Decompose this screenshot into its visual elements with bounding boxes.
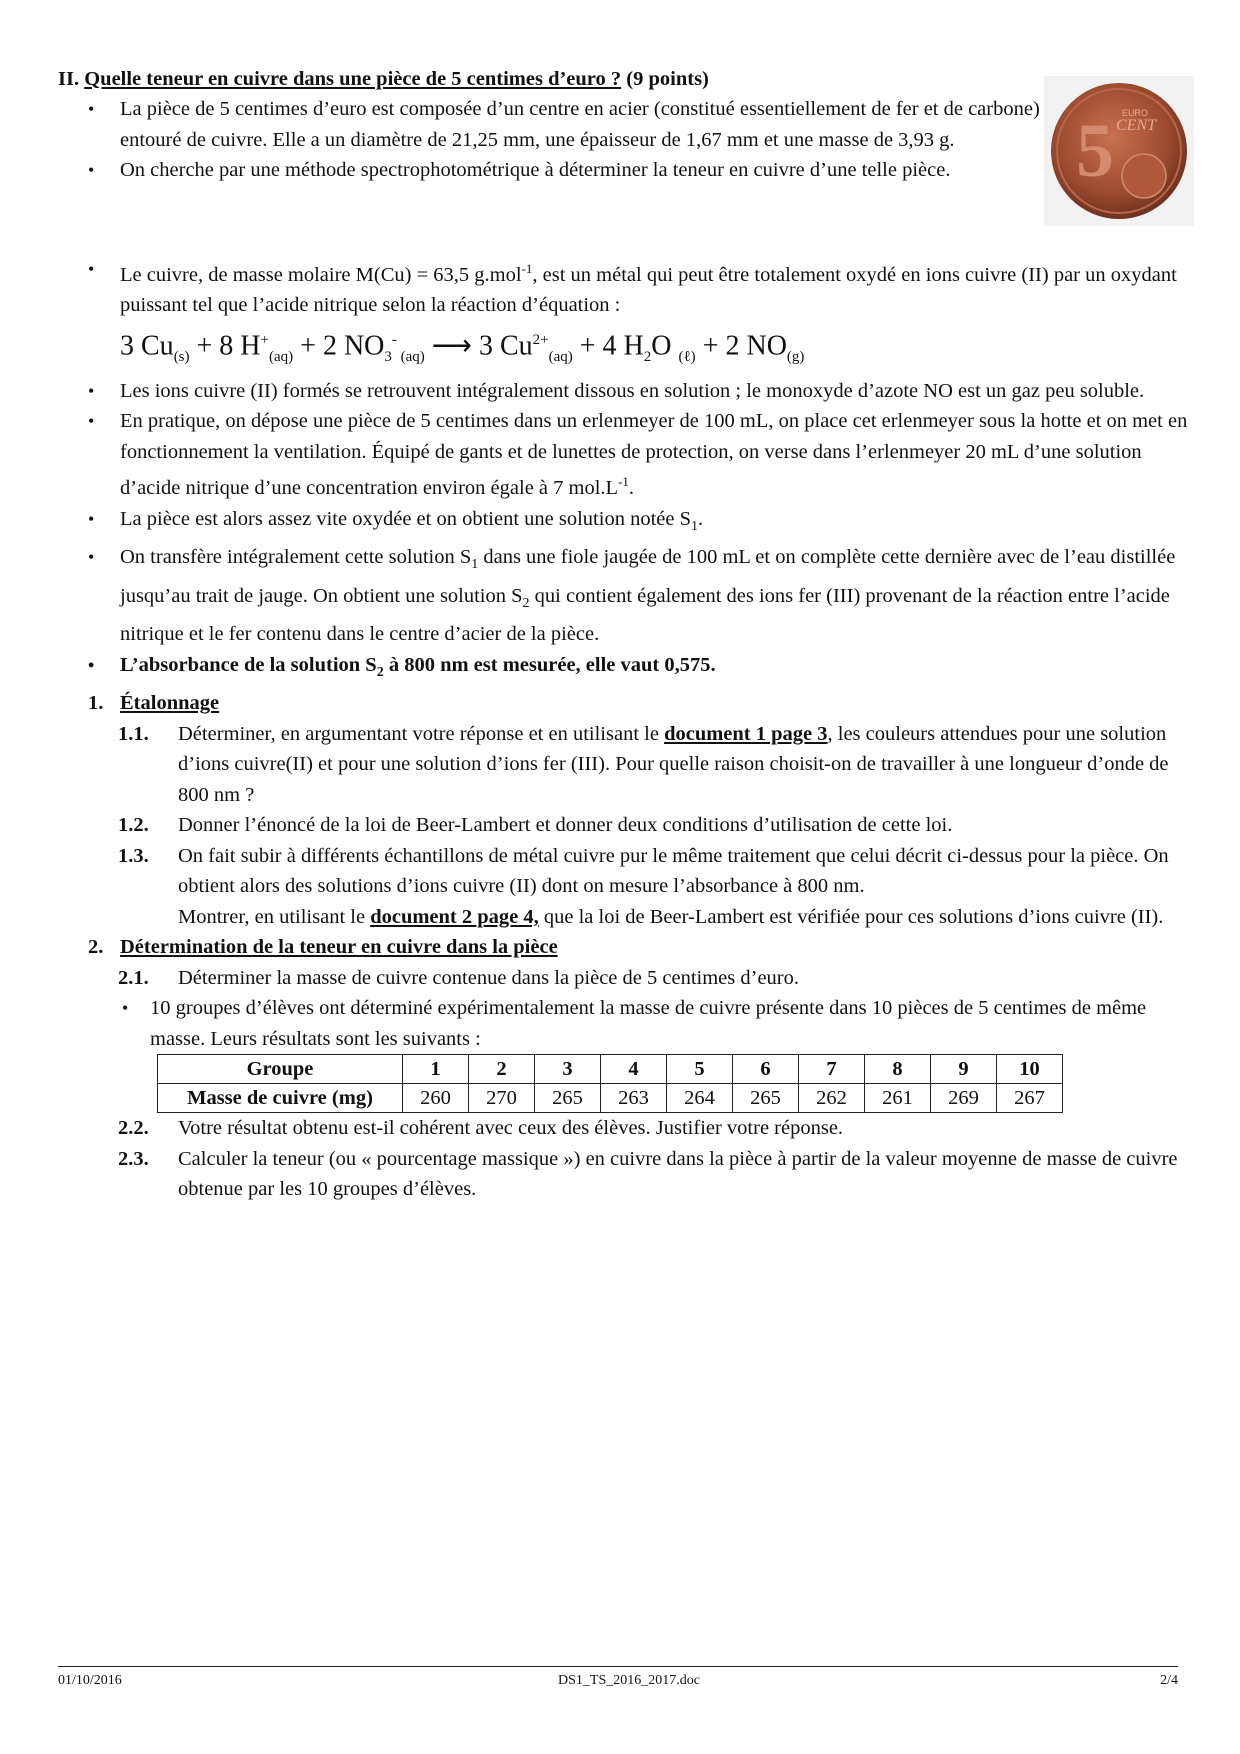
footer-page-number: 2/4 (1160, 1673, 1178, 1688)
svg-text:CENT: CENT (1116, 117, 1157, 134)
list-item: • La pièce de 5 centimes d’euro est composée d’un centre en acier (constitué essentiellement de fer et de carbone) entouré de cuivre. Elle a un diamètre de 21,25 mm, une épaisseur de 1,67 mm et une masse de 3,93 g. (58, 94, 1048, 155)
svg-text:EURO: EURO (1122, 108, 1149, 118)
question-2-2: 2.2. Votre résultat obtenu est-il cohérent avec ceux des élèves. Justifier votre réponse. (118, 1117, 844, 1140)
list-item: • 10 groupes d’élèves ont déterminé expérimentalement la masse de cuivre présente dans 10 pièces de 5 centimes de même masse. Leurs résultats sont les suivants : (58, 993, 1188, 1054)
footer-filename: DS1_TS_2016_2017.doc (558, 1673, 700, 1688)
question-2-1: 2.1. Déterminer la masse de cuivre contenue dans la pièce de 5 centimes d’euro. (118, 966, 799, 989)
intro-list-b (58, 254, 1188, 1205)
page-footer (58, 1666, 1178, 1688)
intro-list-a (58, 94, 1040, 186)
list-item: • En pratique, on dépose une pièce de 5 centimes dans un erlenmeyer de 100 mL, on place cet erlenmeyer sous la hotte et on met en fonctionnement la ventilation. Équipé de gants et de lunettes de protection, on verse dans l’erlenmeyer 20 mL d’une solution d’acide nitrique d’une concentration environ égale à 7 $mol.L^{-1}$. (58, 406, 1188, 503)
svg-text:5: 5 (1076, 109, 1114, 193)
reaction-equation: 3 $Cu_{(s)} + 8$ $H^+_{(aq)} + 2$ $NO_3^-$ $_{(aq)}$ ⟶ 3 $Cu^{2+}_{(aq)} + 4$ $H_2O$ $_{(\ell)}$ + 2 $NO_{(g)}$ (120, 330, 805, 365)
results-table (157, 1054, 1063, 1113)
question-1-1: 1.1. Déterminer, en argumentant votre réponse et en utilisant le document 1 page 3, les couleurs attendues pour une solution d’ions cuivre(II) et pour une solution d’ions fer (III). Pour quelle raison choisit-on de travailler à une longueur d’onde de 800 nm ? (118, 722, 1169, 806)
footer-date: 01/10/2016 (58, 1673, 122, 1688)
table-row: Groupe 1 2 3 4 5 6 7 8 9 10 (158, 1055, 1063, 1084)
list-item: • L’absorbance de la solution $S_2$ à 800 nm est mesurée, elle vaut 0,575. (58, 650, 1188, 689)
list-item: • On transfère intégralement cette solution $S_1$ dans une fiole jaugée de 100 mL et on complète cette dernière avec de l’eau distillée jusqu’au trait de jauge. On obtient une solution $S_2$ qui contient également des ions fer (III) provenant de la réaction entre l’acide nitrique et le fer contenu dans le centre d’acier de la pièce. (58, 542, 1188, 650)
list-item: • Les ions cuivre (II) formés se retrouvent intégralement dissous en solution ; le monoxyde d’azote NO est un gaz peu soluble. (58, 376, 1188, 407)
doc-reference: document 1 page 3 (664, 722, 828, 745)
arrow-icon: ⟶ (424, 330, 479, 362)
coin-image (1044, 76, 1194, 226)
question-1-2: 1.2. Donner l’énoncé de la loi de Beer-Lambert et donner deux conditions d’utilisation de cette loi. (118, 814, 953, 837)
section-title: II. Quelle teneur en cuivre dans une pièce de 5 centimes d’euro ? (9 points) (58, 68, 709, 90)
list-item: • La pièce est alors assez vite oxydée et on obtient une solution notée $S_1$. (58, 504, 1188, 543)
table-row: Masse de cuivre (mg) 260 270 265 263 264 265 262 261 269 267 (158, 1084, 1063, 1113)
section-title-text: Quelle teneur en cuivre dans une pièce de 5 centimes d’euro ? (84, 68, 622, 90)
question-1-3: 1.3. On fait subir à différents échantillons de métal cuivre pur le même traitement que celui décrit ci-dessus pour la pièce. On obtient alors des solutions d’ions cuivre (II) dont on mesure l’absorbance à 800 nm. Montrer, en utilisant le document 2 page 4, que la loi de Beer-Lambert est vérifiée pour ces solutions d’ions cuivre (II). (118, 844, 1169, 928)
list-item: • On cherche par une méthode spectrophotométrique à déterminer la teneur en cuivre d’une telle pièce. (58, 155, 1048, 186)
list-item: • Le cuivre, de masse molaire M(Cu) = 63,5 g.mol$^{-1}$, est un métal qui peut être totalement oxydé en ions cuivre (II) par un oxydant puissant tel que l’acide nitrique selon la réaction d’équation : (58, 254, 1188, 321)
question-2-3: 2.3. Calculer la teneur (ou « pourcentage massique ») en cuivre dans la pièce à partir de la valeur moyenne de masse de cuivre obtenue par les 10 groupes d’élèves. (118, 1147, 1178, 1201)
part1-heading: 1. Étalonnage (88, 692, 220, 715)
part2-heading: 2. Détermination de la teneur en cuivre dans la pièce (88, 936, 558, 959)
coin-icon (1044, 76, 1194, 226)
doc-reference: document 2 page 4, (370, 905, 539, 928)
section-points: (9 points) (626, 68, 709, 90)
